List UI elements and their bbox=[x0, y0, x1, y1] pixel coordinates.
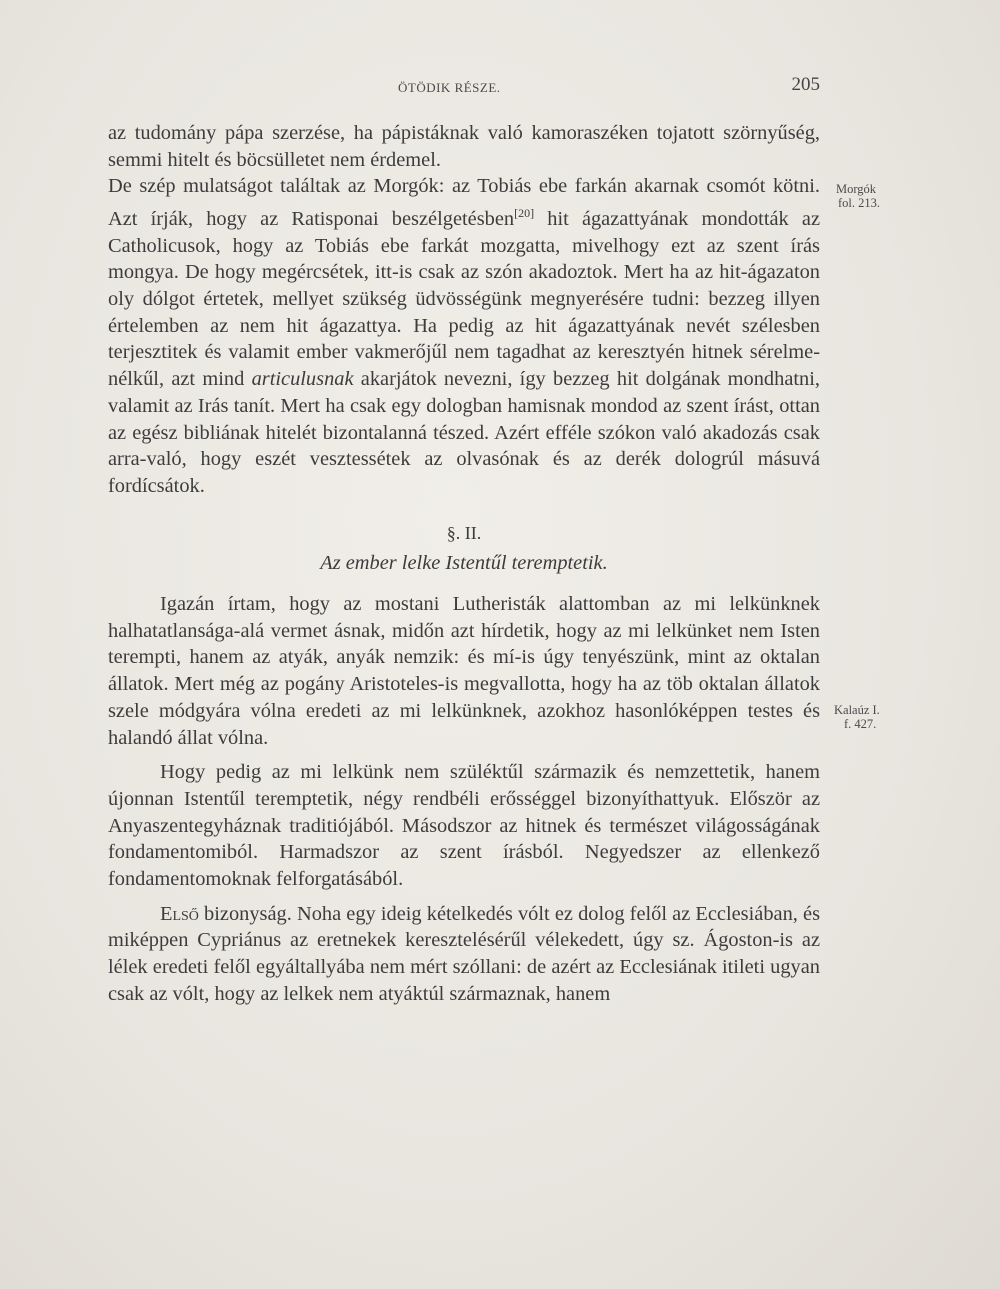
margin-note-line: Kalaúz I. bbox=[834, 703, 880, 717]
margin-note-line: f. 427. bbox=[844, 717, 877, 731]
margin-note-kalauz bbox=[834, 703, 912, 731]
section-title: Az ember lelke Istentűl teremptetik. bbox=[320, 552, 608, 575]
margin-note-line: Morgók bbox=[836, 182, 877, 196]
section-number: §. II. bbox=[446, 522, 482, 543]
margin-note-line: fol. 213. bbox=[838, 196, 881, 210]
paragraph-text: akarjátok nevezni, így bezzeg hit dolgának mondhatni, valamit az Irás tanít. Mert ha csak egy dologban hamisnak mondod az szent írást, ottan az egész bibliának hitelét bizontalanná tészed. Azért efféle szókon való akadozás csak arra-való, hogy eszét vesztessétek az olvasónak és az derék dologrúl másuvá fordícsátok. bbox=[108, 368, 820, 497]
paragraph-morgok bbox=[108, 173, 820, 499]
paragraph-gap bbox=[108, 893, 820, 901]
paragraph-text: bizonyság. Noha egy ideig kételkedés vólt ez dolog felől az Ecclesiában, és miképpen Cypriánus az eretnekek keresztelésérűl vélekedett, úgy sz. Ágoston-is az lélek eredeti felől egyáltallyába nem mért szóllani: de azért az Ecclesiának itileti ugyan csak az vólt, hogy az lelkek nem atyáktúl származnak, hanem bbox=[108, 902, 820, 1005]
body-text bbox=[108, 120, 820, 1008]
italic-term: articulusnak bbox=[251, 368, 354, 391]
paragraph: Hogy pedig az mi lelkünk nem szüléktűl származik és nemzettetik, hanem újonnan Istentűl teremptetik, négy rendbéli erősséggel bizonyíthattyuk. Először az Anyaszentegyháznak traditiójából. Másodszor az hitnek és természet világosságának fondamentomiból. Harmadszor az szent írásból. Negyedszer az ellenkező fondamentomoknak felforgatásából. bbox=[108, 761, 820, 891]
paragraph bbox=[108, 901, 820, 1008]
lead-word: Első bbox=[160, 902, 199, 925]
footnote-ref: [20] bbox=[514, 206, 535, 221]
paragraph: Igazán írtam, hogy az mostani Lutheristák alattomban az mi lelkünknek halhatatlansága-alá vermet ásnak, midőn azt hírdetik, hogy az mi lelkünket nem Isten terempti, hanem az atyák, anyák nemzik: és mí-is úgy tenyészünk, mint az oktalan állatok. Mert még az pogány Aristoteles-is megvallotta, hogy ha az töb oktalan állatok szele módgyára vólna eredeti az mi lelkünknek, azokhoz hasonlóképpen testes és halandó állat vólna. bbox=[108, 593, 820, 749]
paragraph-gap bbox=[108, 751, 820, 759]
page-number: 205 bbox=[791, 74, 820, 95]
paragraph-text: hit ágazattyának mondották az Catholicusok, hogy az Tobiás ebe farkát mozgatta, mivelhogy ezt az szent írás mongya. De hogy megércsétek, itt-is csak az szón akadoztok. Mert ha az hit-ágazaton oly dólgot értetek, mellyet szükség üdvösségünk megnyerésére tudni: bezzeg illyen értelemben az nem hit ágazattya. Ha pedig az hit ágazattyának nevét szélesben terjesztitek és valamit ember vakmerőjűl nem tagadhat az keresztyén hitnek sérelme-nélkűl, azt mind bbox=[108, 207, 820, 391]
paragraph-text: De szép mulatságot találtak az Morgók: az Tobiás ebe farkán akarnak csomót kötni. Azt írják, hogy az Ratisponai beszélgetésben bbox=[108, 175, 820, 230]
paragraph-continued: az tudomány pápa szerzése, ha pápistáknak való kamoraszéken tojatott szörnyűség, semmi hitelt és böcsülletet nem érdemel. bbox=[108, 122, 820, 171]
margin-note-morgok bbox=[834, 182, 912, 210]
running-title: ÖTÖDIK RÉSZE. bbox=[398, 80, 501, 95]
running-head bbox=[108, 74, 820, 102]
